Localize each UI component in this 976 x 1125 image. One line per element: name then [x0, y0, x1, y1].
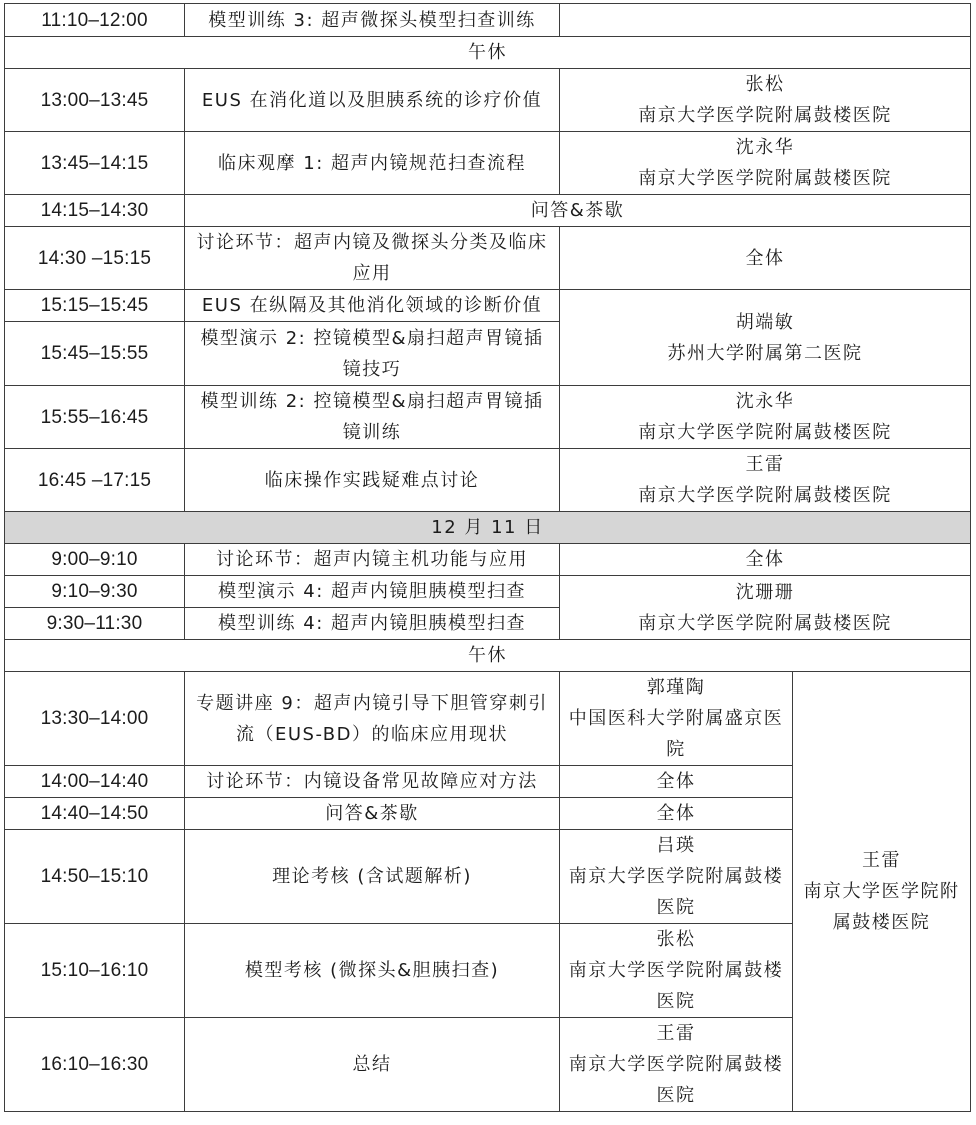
topic-cell: EUS 在纵隔及其他消化领域的诊断价值: [185, 290, 560, 322]
topic-cell: 讨论环节：内镜设备常见故障应对方法: [185, 766, 560, 798]
speaker-org: 中国医科大学附属盛京医院: [568, 708, 784, 760]
table-row: [5, 544, 971, 576]
speaker-name: 郭瑾陶: [646, 677, 706, 698]
speaker-cell: [560, 290, 971, 386]
speaker-name: 沈永华: [735, 137, 795, 158]
lunch-break-row: [5, 640, 971, 672]
topic-cell: EUS 在消化道以及胆胰系统的诊疗价值: [185, 69, 560, 132]
speaker-cell: 全体: [560, 227, 971, 290]
host-name: 王雷: [862, 850, 901, 871]
speaker-org: 苏州大学附属第二医院: [667, 342, 863, 364]
date-header-row: [5, 512, 971, 544]
time-cell: 15:15–15:45: [5, 290, 185, 322]
time-cell: 15:45–15:55: [5, 322, 185, 386]
speaker-org: 南京大学医学院附属鼓楼医院: [638, 485, 892, 506]
time-cell: 13:30–14:00: [5, 672, 185, 766]
speaker-name: 沈珊珊: [735, 581, 795, 603]
speaker-org: 南京大学医学院附属鼓楼医院: [638, 612, 892, 634]
speaker-name: 张松: [656, 929, 696, 950]
schedule-table: [4, 3, 971, 1112]
table-row: [5, 195, 971, 227]
time-cell: 11:10–12:00: [5, 4, 185, 37]
speaker-cell: [560, 69, 971, 132]
topic-cell: 模型演示 2: 控镜模型&扇扫超声胃镜插镜技巧: [185, 322, 560, 386]
time-cell: 16:45 –17:15: [5, 449, 185, 512]
topic-cell: 模型训练 3: 超声微探头模型扫查训练: [185, 4, 560, 37]
activity-cell: 问答&茶歇: [185, 195, 971, 227]
table-row: [5, 4, 971, 37]
time-cell: 9:00–9:10: [5, 544, 185, 576]
time-cell: 16:10–16:30: [5, 1018, 185, 1112]
speaker-org: 南京大学医学院附属鼓楼医院: [568, 960, 784, 1012]
topic-cell: 讨论环节：超声内镜主机功能与应用: [185, 544, 560, 576]
table-row: [5, 386, 971, 449]
host-cell: [793, 672, 971, 1112]
speaker-org: 南京大学医学院附属鼓楼医院: [638, 168, 892, 189]
date-header: 12 月 11 日: [5, 512, 971, 544]
speaker-org: 南京大学医学院附属鼓楼医院: [568, 866, 784, 918]
speaker-cell: [560, 1018, 793, 1112]
time-cell: 14:30 –15:15: [5, 227, 185, 290]
topic-cell: 专题讲座 9：超声内镜引导下胆管穿刺引流（EUS-BD）的临床应用现状: [185, 672, 560, 766]
speaker-org: 南京大学医学院附属鼓楼医院: [638, 422, 892, 443]
speaker-cell: [560, 4, 971, 37]
table-row: [5, 449, 971, 512]
time-cell: 13:45–14:15: [5, 132, 185, 195]
time-cell: 9:10–9:30: [5, 576, 185, 608]
topic-cell: 模型训练 4: 超声内镜胆胰模型扫查: [185, 608, 560, 640]
table-row: [5, 290, 971, 322]
topic-cell: 模型训练 2: 控镜模型&扇扫超声胃镜插镜训练: [185, 386, 560, 449]
speaker-cell: 全体: [560, 544, 971, 576]
table-row: [5, 672, 971, 766]
lunch-break-label: 午休: [5, 640, 971, 672]
topic-cell: 讨论环节：超声内镜及微探头分类及临床应用: [185, 227, 560, 290]
table-row: [5, 576, 971, 608]
time-cell: 15:10–16:10: [5, 924, 185, 1018]
speaker-org: 南京大学医学院附属鼓楼医院: [638, 105, 892, 126]
speaker-cell: [560, 672, 793, 766]
speaker-name: 王雷: [656, 1023, 696, 1044]
speaker-cell: 全体: [560, 798, 793, 830]
speaker-cell: [560, 576, 971, 640]
table-row: [5, 227, 971, 290]
topic-cell: 临床观摩 1: 超声内镜规范扫查流程: [185, 132, 560, 195]
speaker-cell: [560, 449, 971, 512]
speaker-name: 胡端敏: [735, 311, 795, 333]
speaker-cell: 全体: [560, 766, 793, 798]
speaker-name: 沈永华: [735, 391, 795, 412]
speaker-name: 吕瑛: [656, 835, 696, 856]
time-cell: 14:40–14:50: [5, 798, 185, 830]
speaker-cell: [560, 830, 793, 924]
time-cell: 14:00–14:40: [5, 766, 185, 798]
table-row: [5, 69, 971, 132]
speaker-name: 张松: [745, 74, 785, 95]
speaker-cell: [560, 386, 971, 449]
time-cell: 14:15–14:30: [5, 195, 185, 227]
time-cell: 13:00–13:45: [5, 69, 185, 132]
lunch-break-label: 午休: [5, 37, 971, 69]
topic-cell: 问答&茶歇: [185, 798, 560, 830]
host-org: 南京大学医学院附属鼓楼医院: [803, 881, 960, 933]
time-cell: 15:55–16:45: [5, 386, 185, 449]
topic-cell: 临床操作实践疑难点讨论: [185, 449, 560, 512]
table-row: [5, 132, 971, 195]
time-cell: 14:50–15:10: [5, 830, 185, 924]
topic-cell: 总结: [185, 1018, 560, 1112]
time-cell: 9:30–11:30: [5, 608, 185, 640]
speaker-org: 南京大学医学院附属鼓楼医院: [568, 1054, 784, 1106]
speaker-cell: [560, 924, 793, 1018]
speaker-cell: [560, 132, 971, 195]
topic-cell: 模型考核 (微探头&胆胰扫查): [185, 924, 560, 1018]
topic-cell: 模型演示 4: 超声内镜胆胰模型扫查: [185, 576, 560, 608]
speaker-name: 王雷: [745, 454, 785, 475]
topic-cell: 理论考核 (含试题解析): [185, 830, 560, 924]
lunch-break-row: [5, 37, 971, 69]
